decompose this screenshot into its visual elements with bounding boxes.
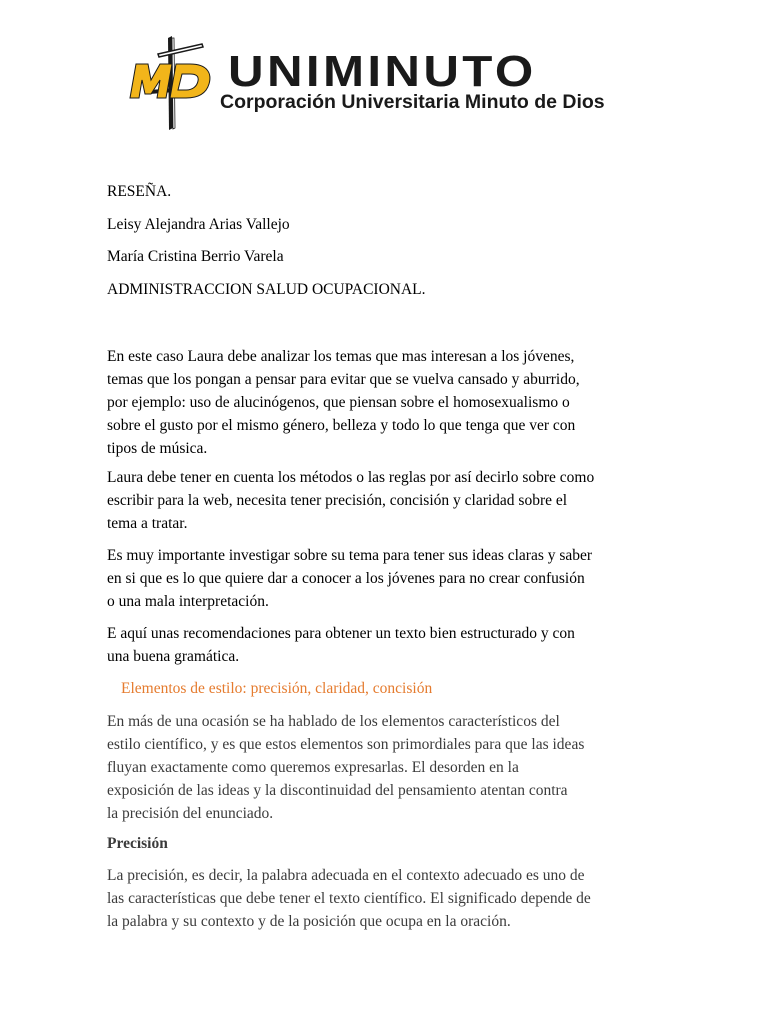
paragraph-4: E aquí unas recomendaciones para obtener un texto bien estructurado y con una buena gramática. (107, 625, 575, 665)
section-heading: Elementos de estilo: precisión, claridad, concisión (121, 680, 433, 697)
doc-type: RESEÑA. (107, 183, 172, 200)
program: ADMINISTRACCION SALUD OCUPACIONAL. (107, 281, 426, 298)
logo-title: UNIMINUTO (228, 47, 537, 96)
subheading-precision: Precisión (107, 835, 168, 852)
paragraph-1: En este caso Laura debe analizar los temas que mas interesan a los jóvenes, temas que los pongan a pensar para evitar que se vuelva cansado y aburrido, por ejemplo: uso de alucinógenos, que piensan sobre el homosexualismo o sobre el gusto por el mismo género, belleza y todo lo que tenga que ver con tipos de música. (107, 348, 580, 457)
paragraph-6: La precisión, es decir, la palabra adecuada en el contexto adecuado es uno de las características que debe tener el texto científico. El significado depende de la palabra y su contexto y de la posición que ocupa en la oración. (107, 867, 591, 930)
md-cross-monogram-icon (120, 32, 220, 132)
uniminuto-logo (120, 32, 650, 132)
author-2: María Cristina Berrio Varela (107, 248, 284, 265)
paragraph-3: Es muy importante investigar sobre su tema para tener sus ideas claras y saber en si que es lo que quiere dar a conocer a los jóvenes para no crear confusión o una mala interpretación. (107, 547, 593, 610)
paragraph-2: Laura debe tener en cuenta los métodos o las reglas por así decirlo sobre como escribir para la web, necesita tener precisión, concisión y claridad sobre el tema a tratar. (107, 469, 595, 532)
logo-subtitle: Corporación Universitaria Minuto de Dios (220, 91, 605, 113)
author-1: Leisy Alejandra Arias Vallejo (107, 216, 290, 233)
paragraph-5: En más de una ocasión se ha hablado de los elementos característicos del estilo científico, y es que estos elementos son primordiales para que las ideas fluyan exactamente como queremos expresarlas. El desorden en la exposición de las ideas y la discontinuidad del pensamiento atentan contra la precisión del enunciado. (107, 713, 585, 822)
